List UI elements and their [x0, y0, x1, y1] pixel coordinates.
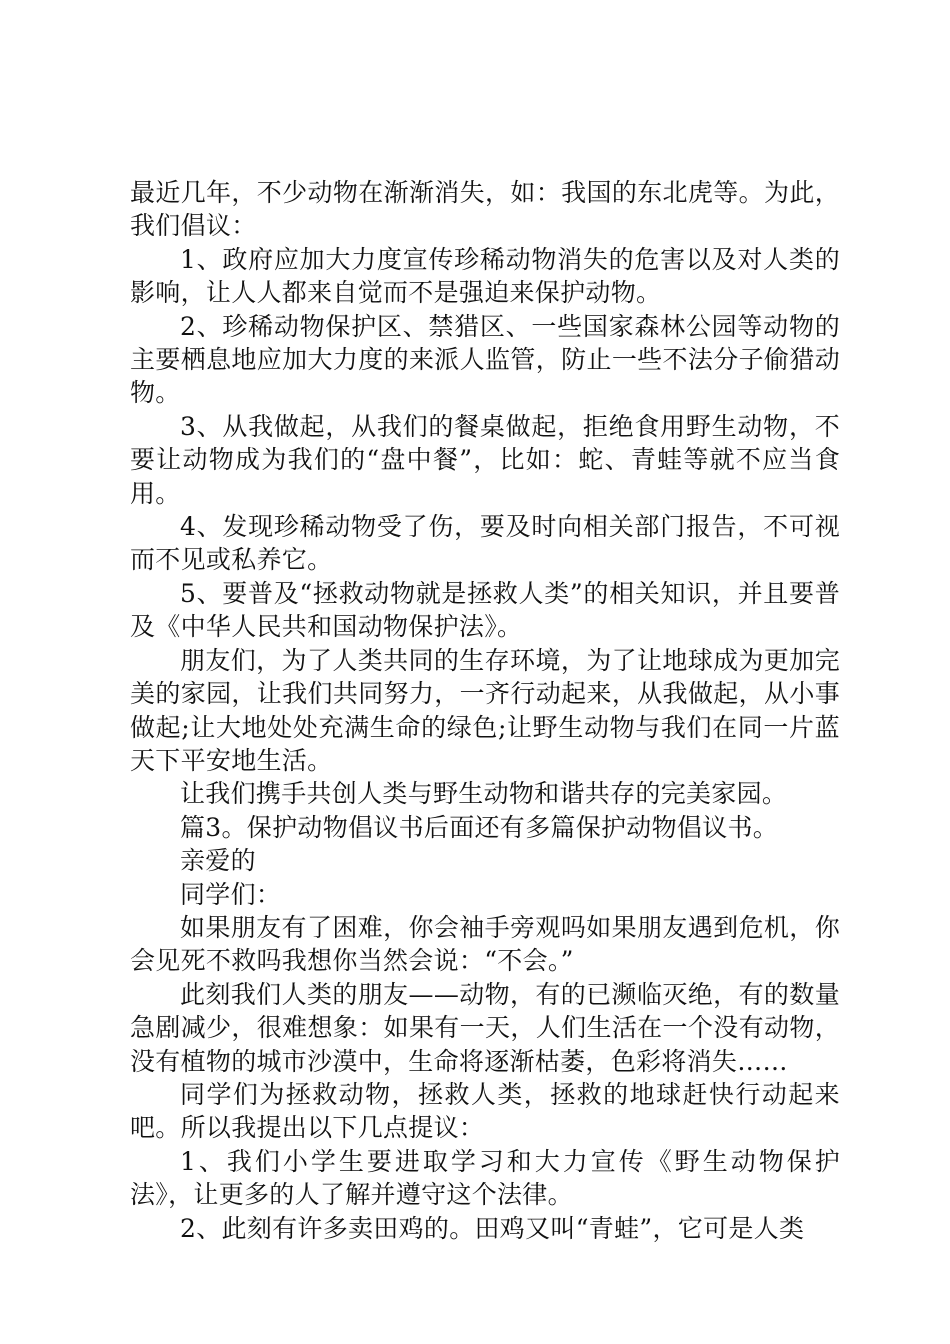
paragraph-salutation-2: 同学们： [180, 879, 282, 909]
paragraph-suggestion-1: 1、我们小学生要进取学习和大力宣传《野生动物保护法》，让更多的人了解并遵守这个法律。 [130, 1146, 840, 1210]
paragraph-friends-appeal: 朋友们，为了人类共同的生存环境，为了让地球成为更加完美的家园，让我们共同努力，一齐行动起来，从我做起，从小事做起;让大地处处充满生命的绿色;让野生动物与我们在同一片蓝天下平安地生活。 [130, 645, 840, 775]
paragraph-closing: 让我们携手共创人类与野生动物和谐共存的完美家园。 [180, 779, 788, 809]
paragraph-proposal-4: 4、发现珍稀动物受了伤，要及时向相关部门报告，不可视而不见或私养它。 [130, 512, 840, 575]
paragraph-proposal-5: 5、要普及“拯救动物就是拯救人类”的相关知识，并且要普及《中华人民共和国动物保护法》。 [130, 578, 840, 642]
paragraph-proposal-1: 1、政府应加大力度宣传珍稀动物消失的危害以及对人类的影响，让人人都来自觉而不是强迫来保护动物。 [130, 244, 840, 308]
paragraph-salutation-1: 亲爱的 [180, 846, 256, 876]
paragraph-animals-situation: 此刻我们人类的朋友——动物，有的已濒临灭绝，有的数量急剧减少，很难想象：如果有一天，人们生活在一个没有动物，没有植物的城市沙漠中，生命将逐渐枯萎，色彩将消失…… [130, 979, 840, 1076]
paragraph-intro: 最近几年，不少动物在渐渐消失，如：我国的东北虎等。为此，我们倡议： [130, 178, 840, 241]
paragraph-section-heading: 篇3。保护动物倡议书后面还有多篇保护动物倡议书。 [180, 812, 779, 842]
paragraph-question: 如果朋友有了困难，你会袖手旁观吗如果朋友遇到危机，你会见死不救吗我想你当然会说：“不会。” [130, 912, 840, 976]
paragraph-call-to-action: 同学们为拯救动物，拯救人类，拯救的地球赶快行动起来吧。所以我提出以下几点提议： [130, 1079, 840, 1143]
paragraph-proposal-3: 3、从我做起，从我们的餐桌做起，拒绝食用野生动物，不要让动物成为我们的“盘中餐”，比如：蛇、青蛙等就不应当食用。 [130, 411, 840, 508]
document-body [130, 176, 840, 1245]
paragraph-suggestion-2: 2、此刻有许多卖田鸡的。田鸡又叫“青蛙”，它可是人类 [180, 1213, 805, 1243]
paragraph-proposal-2: 2、珍稀动物保护区、禁猎区、一些国家森林公园等动物的主要栖息地应加大力度的来派人监管，防止一些不法分子偷猎动物。 [130, 311, 840, 408]
